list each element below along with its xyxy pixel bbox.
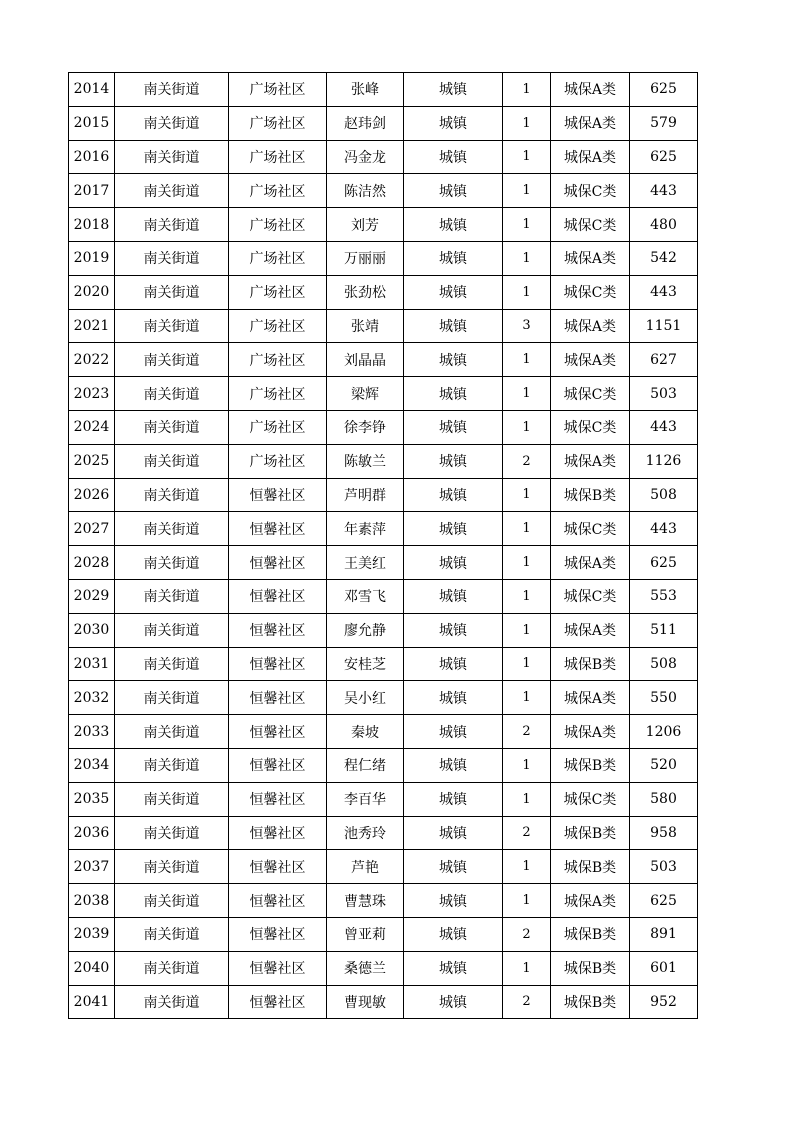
person-name-cell: 李百华 xyxy=(327,782,404,816)
table-row xyxy=(69,275,698,309)
street-office-cell: 南关街道 xyxy=(115,208,229,242)
person-name-cell: 张靖 xyxy=(327,309,404,343)
street-office-cell: 南关街道 xyxy=(115,377,229,411)
amount-cell: 625 xyxy=(630,546,698,580)
person-name-cell: 池秀玲 xyxy=(327,816,404,850)
street-office-cell: 南关街道 xyxy=(115,917,229,951)
residence-type-cell: 城镇 xyxy=(404,73,503,107)
community-cell: 恒馨社区 xyxy=(229,850,327,884)
household-size-cell: 1 xyxy=(503,951,551,985)
household-size-cell: 1 xyxy=(503,613,551,647)
street-office-cell: 南关街道 xyxy=(115,951,229,985)
person-name-cell: 万丽丽 xyxy=(327,241,404,275)
record-id-cell: 2019 xyxy=(69,241,115,275)
table-row xyxy=(69,377,698,411)
insurance-category-cell: 城保C类 xyxy=(551,208,630,242)
insurance-category-cell: 城保A类 xyxy=(551,106,630,140)
household-size-cell: 1 xyxy=(503,106,551,140)
amount-cell: 503 xyxy=(630,850,698,884)
insurance-category-cell: 城保A类 xyxy=(551,343,630,377)
person-name-cell: 安桂芝 xyxy=(327,647,404,681)
amount-cell: 503 xyxy=(630,377,698,411)
record-id-cell: 2025 xyxy=(69,444,115,478)
amount-cell: 443 xyxy=(630,174,698,208)
household-size-cell: 1 xyxy=(503,647,551,681)
community-cell: 广场社区 xyxy=(229,343,327,377)
amount-cell: 625 xyxy=(630,140,698,174)
street-office-cell: 南关街道 xyxy=(115,647,229,681)
person-name-cell: 曹慧珠 xyxy=(327,884,404,918)
insurance-category-cell: 城保C类 xyxy=(551,275,630,309)
record-id-cell: 2024 xyxy=(69,410,115,444)
table-row xyxy=(69,884,698,918)
household-size-cell: 3 xyxy=(503,309,551,343)
amount-cell: 508 xyxy=(630,478,698,512)
street-office-cell: 南关街道 xyxy=(115,681,229,715)
community-cell: 恒馨社区 xyxy=(229,546,327,580)
residence-type-cell: 城镇 xyxy=(404,275,503,309)
community-cell: 广场社区 xyxy=(229,241,327,275)
record-id-cell: 2033 xyxy=(69,715,115,749)
table-row xyxy=(69,140,698,174)
household-size-cell: 1 xyxy=(503,140,551,174)
record-id-cell: 2031 xyxy=(69,647,115,681)
person-name-cell: 年素萍 xyxy=(327,512,404,546)
insurance-category-cell: 城保B类 xyxy=(551,951,630,985)
insurance-category-cell: 城保A类 xyxy=(551,73,630,107)
insurance-category-cell: 城保A类 xyxy=(551,884,630,918)
residence-type-cell: 城镇 xyxy=(404,208,503,242)
person-name-cell: 芦明群 xyxy=(327,478,404,512)
community-cell: 广场社区 xyxy=(229,140,327,174)
person-name-cell: 曹现敏 xyxy=(327,985,404,1019)
record-id-cell: 2037 xyxy=(69,850,115,884)
household-size-cell: 1 xyxy=(503,579,551,613)
table-row xyxy=(69,73,698,107)
community-cell: 恒馨社区 xyxy=(229,715,327,749)
residence-type-cell: 城镇 xyxy=(404,377,503,411)
household-size-cell: 2 xyxy=(503,917,551,951)
household-size-cell: 1 xyxy=(503,884,551,918)
residence-type-cell: 城镇 xyxy=(404,106,503,140)
insurance-category-cell: 城保B类 xyxy=(551,985,630,1019)
street-office-cell: 南关街道 xyxy=(115,106,229,140)
record-id-cell: 2022 xyxy=(69,343,115,377)
insurance-category-cell: 城保A类 xyxy=(551,546,630,580)
amount-cell: 443 xyxy=(630,275,698,309)
residence-type-cell: 城镇 xyxy=(404,410,503,444)
person-name-cell: 赵玮剑 xyxy=(327,106,404,140)
street-office-cell: 南关街道 xyxy=(115,275,229,309)
person-name-cell: 曾亚莉 xyxy=(327,917,404,951)
household-size-cell: 2 xyxy=(503,985,551,1019)
residence-type-cell: 城镇 xyxy=(404,174,503,208)
record-id-cell: 2039 xyxy=(69,917,115,951)
household-size-cell: 1 xyxy=(503,782,551,816)
street-office-cell: 南关街道 xyxy=(115,816,229,850)
household-size-cell: 1 xyxy=(503,377,551,411)
table-row xyxy=(69,917,698,951)
insurance-category-cell: 城保B类 xyxy=(551,917,630,951)
street-office-cell: 南关街道 xyxy=(115,174,229,208)
community-cell: 广场社区 xyxy=(229,208,327,242)
amount-cell: 625 xyxy=(630,73,698,107)
community-cell: 恒馨社区 xyxy=(229,613,327,647)
residence-type-cell: 城镇 xyxy=(404,715,503,749)
table-row xyxy=(69,343,698,377)
record-id-cell: 2023 xyxy=(69,377,115,411)
household-size-cell: 1 xyxy=(503,478,551,512)
table-row xyxy=(69,478,698,512)
table-row xyxy=(69,444,698,478)
household-size-cell: 1 xyxy=(503,174,551,208)
community-cell: 恒馨社区 xyxy=(229,951,327,985)
person-name-cell: 程仁绪 xyxy=(327,748,404,782)
amount-cell: 1151 xyxy=(630,309,698,343)
table-row xyxy=(69,681,698,715)
street-office-cell: 南关街道 xyxy=(115,748,229,782)
record-id-cell: 2032 xyxy=(69,681,115,715)
community-cell: 恒馨社区 xyxy=(229,681,327,715)
insurance-category-cell: 城保B类 xyxy=(551,478,630,512)
residence-type-cell: 城镇 xyxy=(404,546,503,580)
household-size-cell: 1 xyxy=(503,850,551,884)
amount-cell: 1126 xyxy=(630,444,698,478)
household-size-cell: 1 xyxy=(503,410,551,444)
residence-type-cell: 城镇 xyxy=(404,444,503,478)
record-id-cell: 2030 xyxy=(69,613,115,647)
community-cell: 恒馨社区 xyxy=(229,917,327,951)
person-name-cell: 邓雪飞 xyxy=(327,579,404,613)
community-cell: 恒馨社区 xyxy=(229,782,327,816)
table-row xyxy=(69,512,698,546)
person-name-cell: 张峰 xyxy=(327,73,404,107)
roster-body xyxy=(69,73,698,1019)
residence-type-cell: 城镇 xyxy=(404,985,503,1019)
community-cell: 恒馨社区 xyxy=(229,512,327,546)
table-row xyxy=(69,410,698,444)
table-row xyxy=(69,613,698,647)
residence-type-cell: 城镇 xyxy=(404,343,503,377)
residence-type-cell: 城镇 xyxy=(404,241,503,275)
table-row xyxy=(69,782,698,816)
insurance-category-cell: 城保B类 xyxy=(551,850,630,884)
insurance-category-cell: 城保C类 xyxy=(551,377,630,411)
street-office-cell: 南关街道 xyxy=(115,613,229,647)
residence-type-cell: 城镇 xyxy=(404,140,503,174)
amount-cell: 480 xyxy=(630,208,698,242)
person-name-cell: 陈洁然 xyxy=(327,174,404,208)
residence-type-cell: 城镇 xyxy=(404,917,503,951)
street-office-cell: 南关街道 xyxy=(115,782,229,816)
amount-cell: 891 xyxy=(630,917,698,951)
street-office-cell: 南关街道 xyxy=(115,73,229,107)
record-id-cell: 2041 xyxy=(69,985,115,1019)
amount-cell: 553 xyxy=(630,579,698,613)
record-id-cell: 2026 xyxy=(69,478,115,512)
person-name-cell: 刘芳 xyxy=(327,208,404,242)
community-cell: 广场社区 xyxy=(229,444,327,478)
table-row xyxy=(69,174,698,208)
person-name-cell: 徐李铮 xyxy=(327,410,404,444)
insurance-category-cell: 城保A类 xyxy=(551,140,630,174)
person-name-cell: 王美红 xyxy=(327,546,404,580)
residence-type-cell: 城镇 xyxy=(404,884,503,918)
amount-cell: 625 xyxy=(630,884,698,918)
community-cell: 恒馨社区 xyxy=(229,748,327,782)
insurance-category-cell: 城保A类 xyxy=(551,241,630,275)
amount-cell: 1206 xyxy=(630,715,698,749)
roster-table xyxy=(68,72,698,1019)
amount-cell: 580 xyxy=(630,782,698,816)
table-row xyxy=(69,647,698,681)
community-cell: 恒馨社区 xyxy=(229,985,327,1019)
record-id-cell: 2029 xyxy=(69,579,115,613)
residence-type-cell: 城镇 xyxy=(404,309,503,343)
record-id-cell: 2035 xyxy=(69,782,115,816)
street-office-cell: 南关街道 xyxy=(115,715,229,749)
person-name-cell: 梁辉 xyxy=(327,377,404,411)
table-row xyxy=(69,850,698,884)
community-cell: 广场社区 xyxy=(229,377,327,411)
person-name-cell: 刘晶晶 xyxy=(327,343,404,377)
amount-cell: 550 xyxy=(630,681,698,715)
table-row xyxy=(69,951,698,985)
community-cell: 恒馨社区 xyxy=(229,647,327,681)
community-cell: 恒馨社区 xyxy=(229,884,327,918)
insurance-category-cell: 城保A类 xyxy=(551,444,630,478)
person-name-cell: 张劲松 xyxy=(327,275,404,309)
household-size-cell: 1 xyxy=(503,681,551,715)
table-row xyxy=(69,748,698,782)
amount-cell: 542 xyxy=(630,241,698,275)
residence-type-cell: 城镇 xyxy=(404,579,503,613)
street-office-cell: 南关街道 xyxy=(115,241,229,275)
insurance-category-cell: 城保C类 xyxy=(551,174,630,208)
amount-cell: 508 xyxy=(630,647,698,681)
record-id-cell: 2020 xyxy=(69,275,115,309)
record-id-cell: 2028 xyxy=(69,546,115,580)
street-office-cell: 南关街道 xyxy=(115,309,229,343)
household-size-cell: 1 xyxy=(503,748,551,782)
residence-type-cell: 城镇 xyxy=(404,816,503,850)
community-cell: 广场社区 xyxy=(229,410,327,444)
table-row xyxy=(69,985,698,1019)
insurance-category-cell: 城保B类 xyxy=(551,647,630,681)
street-office-cell: 南关街道 xyxy=(115,985,229,1019)
amount-cell: 579 xyxy=(630,106,698,140)
record-id-cell: 2027 xyxy=(69,512,115,546)
residence-type-cell: 城镇 xyxy=(404,782,503,816)
street-office-cell: 南关街道 xyxy=(115,410,229,444)
record-id-cell: 2036 xyxy=(69,816,115,850)
community-cell: 恒馨社区 xyxy=(229,816,327,850)
street-office-cell: 南关街道 xyxy=(115,444,229,478)
household-size-cell: 2 xyxy=(503,816,551,850)
amount-cell: 520 xyxy=(630,748,698,782)
street-office-cell: 南关街道 xyxy=(115,546,229,580)
community-cell: 广场社区 xyxy=(229,174,327,208)
household-size-cell: 1 xyxy=(503,241,551,275)
person-name-cell: 芦艳 xyxy=(327,850,404,884)
insurance-category-cell: 城保A类 xyxy=(551,613,630,647)
record-id-cell: 2018 xyxy=(69,208,115,242)
record-id-cell: 2038 xyxy=(69,884,115,918)
household-size-cell: 2 xyxy=(503,444,551,478)
amount-cell: 443 xyxy=(630,512,698,546)
record-id-cell: 2016 xyxy=(69,140,115,174)
insurance-category-cell: 城保C类 xyxy=(551,512,630,546)
table-row xyxy=(69,106,698,140)
residence-type-cell: 城镇 xyxy=(404,951,503,985)
insurance-category-cell: 城保A类 xyxy=(551,715,630,749)
community-cell: 恒馨社区 xyxy=(229,579,327,613)
table-row xyxy=(69,816,698,850)
record-id-cell: 2014 xyxy=(69,73,115,107)
household-size-cell: 1 xyxy=(503,546,551,580)
household-size-cell: 1 xyxy=(503,512,551,546)
residence-type-cell: 城镇 xyxy=(404,681,503,715)
amount-cell: 958 xyxy=(630,816,698,850)
street-office-cell: 南关街道 xyxy=(115,140,229,174)
amount-cell: 952 xyxy=(630,985,698,1019)
household-size-cell: 1 xyxy=(503,343,551,377)
street-office-cell: 南关街道 xyxy=(115,478,229,512)
table-row xyxy=(69,715,698,749)
insurance-category-cell: 城保A类 xyxy=(551,309,630,343)
community-cell: 广场社区 xyxy=(229,106,327,140)
table-row xyxy=(69,241,698,275)
table-row xyxy=(69,208,698,242)
residence-type-cell: 城镇 xyxy=(404,850,503,884)
street-office-cell: 南关街道 xyxy=(115,850,229,884)
person-name-cell: 吴小红 xyxy=(327,681,404,715)
record-id-cell: 2015 xyxy=(69,106,115,140)
residence-type-cell: 城镇 xyxy=(404,613,503,647)
street-office-cell: 南关街道 xyxy=(115,343,229,377)
insurance-category-cell: 城保B类 xyxy=(551,816,630,850)
person-name-cell: 冯金龙 xyxy=(327,140,404,174)
insurance-category-cell: 城保C类 xyxy=(551,410,630,444)
household-size-cell: 1 xyxy=(503,208,551,242)
table-row xyxy=(69,546,698,580)
person-name-cell: 陈敏兰 xyxy=(327,444,404,478)
household-size-cell: 1 xyxy=(503,73,551,107)
amount-cell: 601 xyxy=(630,951,698,985)
amount-cell: 443 xyxy=(630,410,698,444)
insurance-category-cell: 城保C类 xyxy=(551,782,630,816)
street-office-cell: 南关街道 xyxy=(115,579,229,613)
residence-type-cell: 城镇 xyxy=(404,748,503,782)
person-name-cell: 秦坡 xyxy=(327,715,404,749)
person-name-cell: 桑德兰 xyxy=(327,951,404,985)
residence-type-cell: 城镇 xyxy=(404,647,503,681)
residence-type-cell: 城镇 xyxy=(404,512,503,546)
person-name-cell: 廖允静 xyxy=(327,613,404,647)
amount-cell: 511 xyxy=(630,613,698,647)
insurance-category-cell: 城保A类 xyxy=(551,681,630,715)
insurance-category-cell: 城保C类 xyxy=(551,579,630,613)
record-id-cell: 2017 xyxy=(69,174,115,208)
community-cell: 广场社区 xyxy=(229,309,327,343)
insurance-category-cell: 城保B类 xyxy=(551,748,630,782)
record-id-cell: 2034 xyxy=(69,748,115,782)
street-office-cell: 南关街道 xyxy=(115,884,229,918)
household-size-cell: 1 xyxy=(503,275,551,309)
street-office-cell: 南关街道 xyxy=(115,512,229,546)
amount-cell: 627 xyxy=(630,343,698,377)
table-row xyxy=(69,309,698,343)
residence-type-cell: 城镇 xyxy=(404,478,503,512)
household-size-cell: 2 xyxy=(503,715,551,749)
community-cell: 广场社区 xyxy=(229,275,327,309)
table-row xyxy=(69,579,698,613)
community-cell: 恒馨社区 xyxy=(229,478,327,512)
record-id-cell: 2040 xyxy=(69,951,115,985)
community-cell: 广场社区 xyxy=(229,73,327,107)
record-id-cell: 2021 xyxy=(69,309,115,343)
